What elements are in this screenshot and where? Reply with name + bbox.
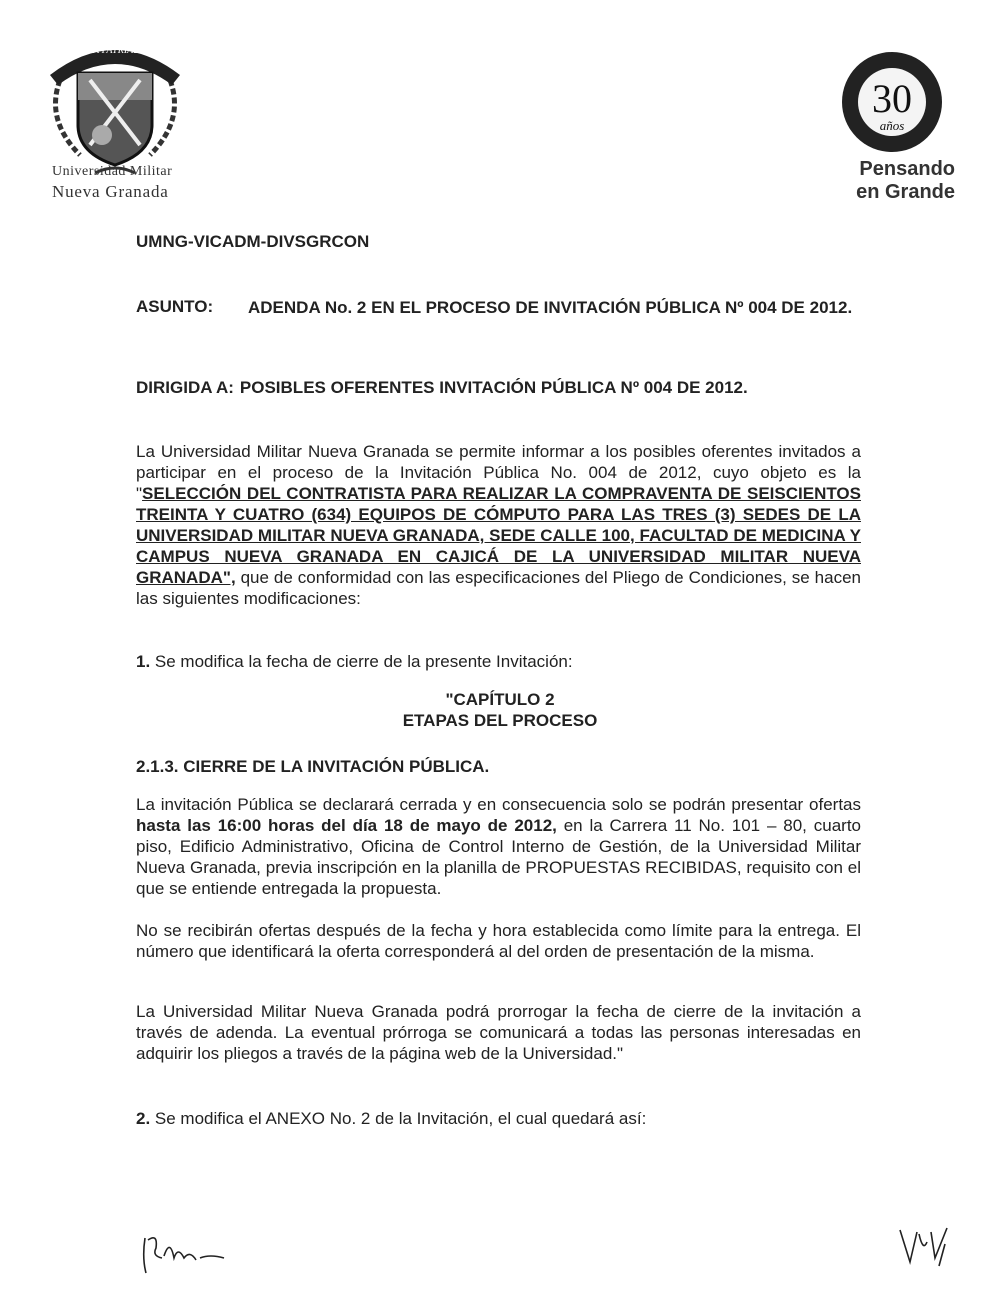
closing-text-start: La invitación Pública se declarará cerrada y en consecuencia solo se podrán presentar ofertas <box>136 795 861 814</box>
document-code: UMNG-VICADM-DIVSGRCON <box>136 232 370 251</box>
closing-text-end: en la Carrera 11 No. 101 – 80, cuarto piso, Edificio Administrativo, Oficina de Control Interno de Gestión, de la Universidad Militar Nueva Granada, previa inscripción en la planilla de PROPUESTAS RECIBIDAS, requisito con el que se entiende entregada la propuesta. <box>136 816 861 898</box>
item-1-text: Se modifica la fecha de cierre de la presente Invitación: <box>150 652 573 671</box>
modification-item-2 <box>136 1108 861 1129</box>
contract-object: SELECCIÓN DEL CONTRATISTA PARA REALIZAR LA COMPRAVENTA DE SEISCIENTOS TREINTA Y CUATRO (634) EQUIPOS DE CÓMPUTO PARA LAS TRES (3) SEDES DE LA UNIVERSIDAD MILITAR NUEVA GRANADA, SEDE CALLE 100, FACULTAD DE MEDICINA Y CAMPUS NUEVA GRANADA EN CAJICÁ DE LA UNIVERSIDAD MILITAR NUEVA GRANADA", <box>136 484 861 587</box>
intro-paragraph <box>136 441 861 609</box>
chapter-subtitle: ETAPAS DEL PROCESO <box>402 711 598 730</box>
slogan <box>820 158 955 204</box>
dirigida-line <box>136 378 748 398</box>
slogan-line2: en Grande <box>856 181 955 203</box>
university-name-line1: Universidad Militar <box>52 164 173 179</box>
section-title: 2.1.3. CIERRE DE LA INVITACIÓN PÚBLICA. <box>136 757 490 776</box>
asunto-label: ASUNTO: <box>136 297 214 316</box>
item-1-number: 1. <box>136 652 151 671</box>
asunto-value: ADENDA No. 2 EN EL PROCESO DE INVITACIÓN PÚBLICA Nº 004 DE 2012. <box>248 298 853 317</box>
dirigida-value: POSIBLES OFERENTES INVITACIÓN PÚBLICA Nº 004 DE 2012. <box>239 378 748 397</box>
handwritten-initials-left <box>140 1228 230 1278</box>
university-name-line2: Nueva Granada <box>52 182 169 201</box>
closing-paragraph <box>136 794 861 899</box>
dirigida-label: DIRIGIDA A: <box>136 378 234 397</box>
anniversary-number: 30 <box>872 76 912 121</box>
anniversary-word: años <box>879 118 905 133</box>
seal-banner-text <box>48 25 188 65</box>
item-2-number: 2. <box>136 1109 151 1128</box>
anniversary-badge-logo <box>840 50 945 155</box>
svg-text:SCIENTIA PATRIAE FAMILIA: SCIENTIA PATRIAE FAMILIA <box>56 45 180 56</box>
item-2-text: Se modifica el ANEXO No. 2 de la Invitación, el cual quedará así: <box>150 1109 647 1128</box>
closing-deadline: hasta las 16:00 horas del día 18 de mayo de 2012, <box>136 816 557 835</box>
extension-paragraph: La Universidad Militar Nueva Granada podrá prorrogar la fecha de cierre de la invitación a través de adenda. La eventual prórroga se comunicará a todas las personas interesadas en adquirir los pliegos a través de la página web de la Universidad." <box>136 1002 861 1063</box>
intro-text-start: La Universidad Militar Nueva Granada se permite informar a los posibles oferentes invitados a participar en el proceso de la Invitación Pública No. 004 de 2012, cuyo objeto es la " <box>136 442 861 503</box>
modification-item-1 <box>136 651 861 672</box>
late-offers-paragraph: No se recibirán ofertas después de la fecha y hora establecida como límite para la entrega. El número que identificará la oferta corresponderá al del orden de presentación de la misma. <box>136 921 861 961</box>
chapter-title: "CAPÍTULO 2 <box>445 690 555 709</box>
intro-text-end: que de conformidad con las especificaciones del Pliego de Condiciones, se hacen las siguientes modificaciones: <box>136 568 861 608</box>
university-name <box>52 162 172 202</box>
handwritten-initials-right <box>895 1222 965 1277</box>
slogan-line1: Pensando <box>859 158 955 180</box>
